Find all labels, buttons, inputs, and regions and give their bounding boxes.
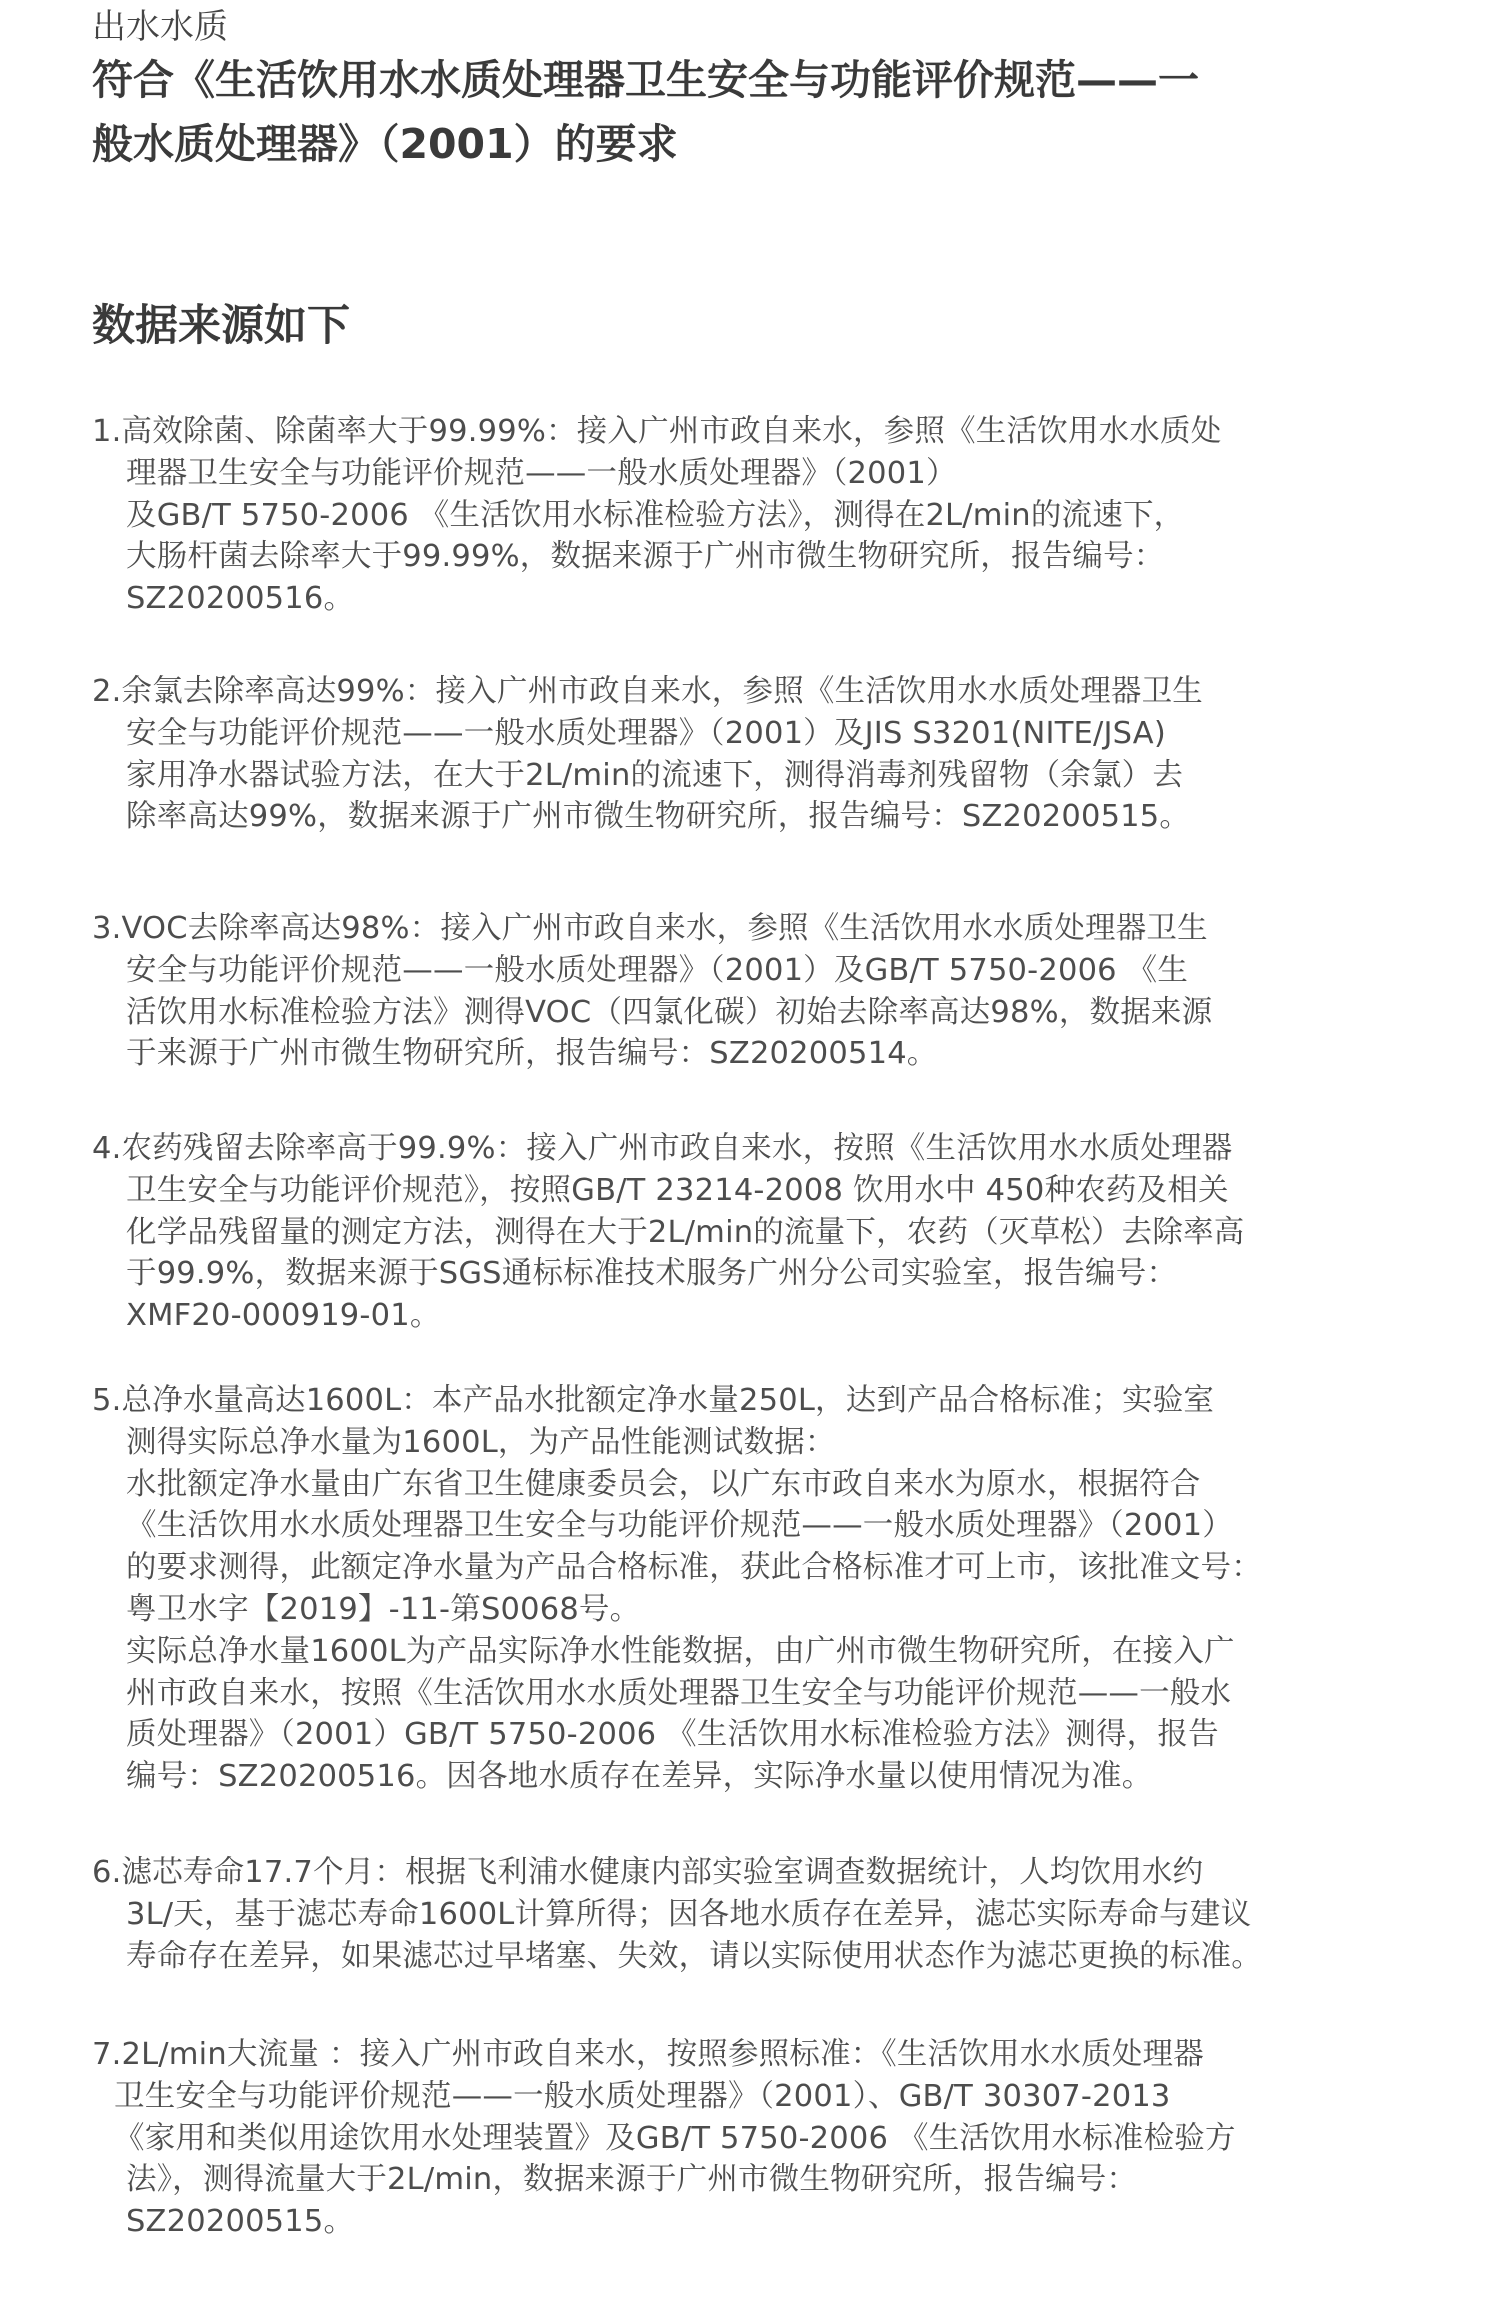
source-line: 《家用和类似用途饮用水处理装置》及GB/T 5750-2006 《生活饮用水标准检验方 [114, 2120, 1236, 2156]
source-line: 寿命存在差异，如果滤芯过早堵塞、失效，请以实际使用状态作为滤芯更换的标准。 [126, 1938, 1262, 1974]
source-line: 1.高效除菌、除菌率大于99.99%：接入广州市政自来水，参照《生活饮用水水质处 [92, 414, 1222, 449]
data-sources-heading: 数据来源如下 [92, 301, 350, 351]
source-line: 水批额定净水量由广东省卫生健康委员会，以广东市政自来水为原水，根据符合 [126, 1466, 1201, 1502]
source-line: 6.滤芯寿命17.7个月：根据飞利浦水健康内部实验室调查数据统计，人均饮用水约 [92, 1855, 1204, 1890]
source-line: 化学品残留量的测定方法，测得在大于2L/min的流量下，农药（灭草松）去除率高 [126, 1214, 1245, 1250]
source-line: 安全与功能评价规范——一般水质处理器》（2001）及GB/T 5750-2006 《生 [126, 952, 1189, 988]
source-line: 3.VOC去除率高达98%：接入广州市政自来水，参照《生活饮用水水质处理器卫生 [92, 911, 1208, 946]
source-line: 5.总净水量高达1600L：本产品水批额定净水量250L，达到产品合格标准；实验室 [92, 1383, 1215, 1418]
source-item-1 [92, 411, 1422, 620]
source-line: SZ20200515。 [126, 2204, 355, 2240]
source-line: 7.2L/min大流量 ：接入广州市政自来水，按照参照标准：《生活饮用水水质处理器 [92, 2037, 1204, 2072]
source-line: 实际总净水量1600L为产品实际净水性能数据，由广州市微生物研究所，在接入广 [126, 1633, 1235, 1669]
intro-title-line: 般水质处理器》（2001）的要求 [92, 120, 678, 168]
intro-title [92, 48, 1402, 176]
source-line: 州市政自来水，按照《生活饮用水水质处理器卫生安全与功能评价规范——一般水 [126, 1675, 1232, 1711]
source-line: 4.农药残留去除率高于99.9%：接入广州市政自来水，按照《生活饮用水水质处理器 [92, 1131, 1233, 1166]
source-line: 编号：SZ20200516。因各地水质存在差异，实际净水量以使用情况为准。 [126, 1759, 1153, 1795]
source-line: 法》，测得流量大于2L/min，数据来源于广州市微生物研究所，报告编号： [126, 2162, 1138, 2198]
source-line: 理器卫生安全与功能评价规范——一般水质处理器》（2001） [126, 455, 957, 491]
source-line: 卫生安全与功能评价规范——一般水质处理器》（2001）、GB/T 30307-2013 [114, 2078, 1171, 2114]
source-line: 质处理器》（2001）GB/T 5750-2006 《生活饮用水标准检验方法》测得，报告 [126, 1717, 1219, 1753]
source-item-2 [92, 671, 1422, 838]
source-line: 及GB/T 5750-2006 《生活饮用水标准检验方法》，测得在2L/min的流速下， [126, 497, 1185, 533]
source-line: 于99.9%，数据来源于SGS通标标准技术服务广州分公司实验室，报告编号： [126, 1256, 1178, 1292]
source-line: SZ20200516。 [126, 581, 355, 617]
source-line: 3L/天，基于滤芯寿命1600L计算所得；因各地水质存在差异，滤芯实际寿命与建议 [126, 1896, 1252, 1932]
source-line: 《生活饮用水水质处理器卫生安全与功能评价规范——一般水质处理器》（2001） [126, 1508, 1233, 1544]
source-item-6 [92, 1852, 1422, 1977]
source-line: 大肠杆菌去除率大于99.99%，数据来源于广州市微生物研究所，报告编号： [126, 539, 1165, 575]
source-line: 于来源于广州市微生物研究所，报告编号：SZ20200514。 [126, 1036, 938, 1072]
source-item-5 [92, 1380, 1422, 1798]
source-item-7 [92, 2034, 1422, 2243]
source-line: 的要求测得，此额定净水量为产品合格标准，获此合格标准才可上市，该批准文号： [126, 1550, 1262, 1586]
source-line: XMF20-000919-01。 [126, 1298, 441, 1334]
source-line: 2.余氯去除率高达99%：接入广州市政自来水，参照《生活饮用水水质处理器卫生 [92, 674, 1203, 709]
source-line: 家用净水器试验方法，在大于2L/min的流速下，测得消毒剂残留物（余氯）去 [126, 757, 1184, 793]
intro-title-line: 符合《生活饮用水水质处理器卫生安全与功能评价规范——一 [92, 56, 1199, 104]
intro-label: 出水水质 [92, 7, 228, 47]
source-line: 除率高达99%，数据来源于广州市微生物研究所，报告编号：SZ20200515。 [126, 799, 1191, 835]
source-line: 卫生安全与功能评价规范》，按照GB/T 23214-2008 饮用水中 450种农药及相关 [126, 1172, 1229, 1208]
source-line: 粤卫水字【2019】-11-第S0068号。 [126, 1591, 641, 1627]
source-line: 活饮用水标准检验方法》测得VOC（四氯化碳）初始去除率高达98%，数据来源 [126, 994, 1213, 1030]
source-item-4 [92, 1128, 1422, 1337]
source-line: 测得实际总净水量为1600L，为产品性能测试数据： [126, 1424, 836, 1460]
source-line: 安全与功能评价规范——一般水质处理器》（2001）及JIS S3201(NITE/JSA) [126, 715, 1166, 751]
source-item-3 [92, 908, 1422, 1075]
